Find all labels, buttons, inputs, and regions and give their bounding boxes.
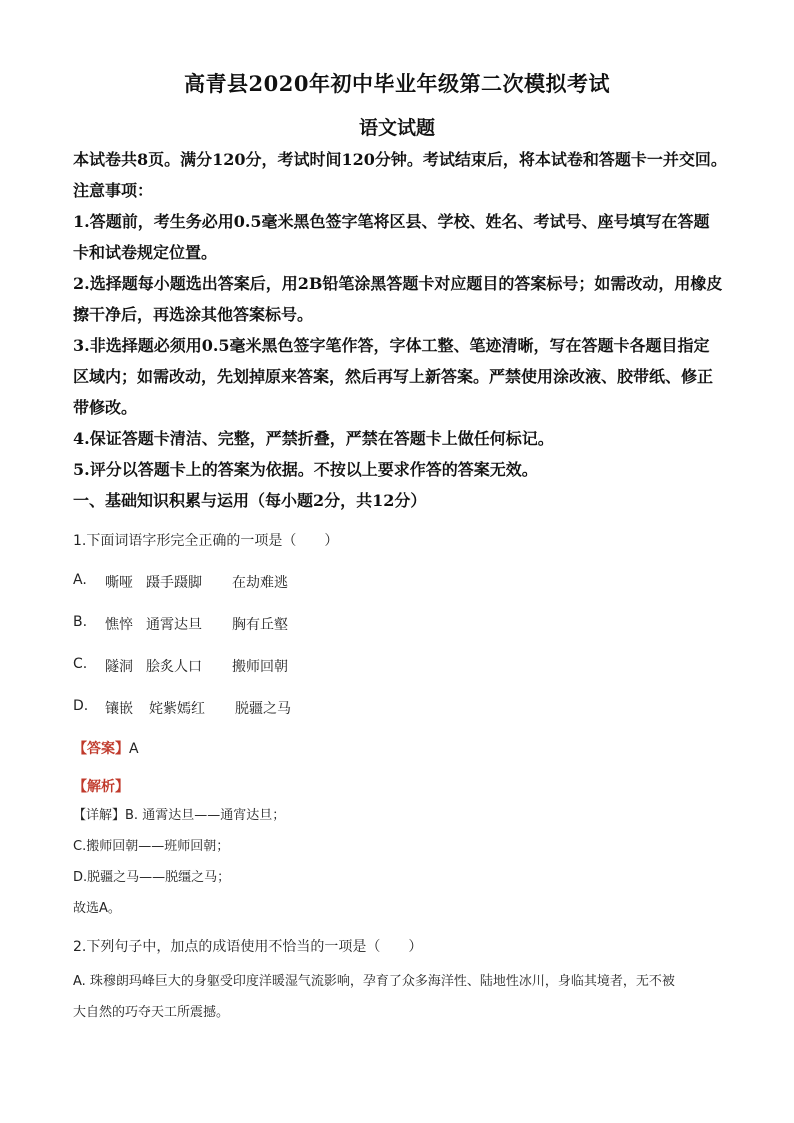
instruction-line: 2.选择题每小题选出答案后，用2B铅笔涂黑答题卡对应题目的答案标号；如需改动，用橡皮 [73,274,723,293]
instructions-block [73,144,733,516]
option-label: C. [73,656,88,672]
detail-line-3: D.脱疆之马——脱缰之马； [73,870,231,885]
instruction-line: 注意事项： [73,181,154,200]
detail-block [73,806,733,930]
q1-option-a [73,572,733,592]
exam-title: 高青县2020年初中毕业年级第二次模拟考试 [184,71,610,96]
q1-option-d [73,698,733,718]
option-word: 镶嵌 [105,701,133,717]
detail-tag: 【详解】 [73,808,126,823]
instruction-line: 本试卷共8页。满分120分，考试时间120分钟。考试结束后，将本试卷和答题卡一并交回。 [73,150,727,169]
instruction-line: 卡和试卷规定位置。 [73,243,218,262]
question-1-stem: 1.下面词语字形完全正确的一项是（ ） [73,533,339,549]
detail-line-1 [73,806,733,837]
instruction-line: 擦干净后，再选涂其他答案标号。 [73,305,314,324]
q2-option-a-line-2: 大自然的巧夺天工所震撼。 [73,1005,230,1020]
q2-option-a-line-1: A. 珠穆朗玛峰巨大的身躯受印度洋暖湿气流影响，孕育了众多海洋性、陆地性冰川，身临其境者，无不被 [73,974,675,989]
option-label: A. [73,572,87,588]
detail-line-2: C.搬师回朝——班师回朝； [73,839,230,854]
exam-subtitle: 语文试题 [358,117,435,139]
analysis-tag: 【解析】 [73,779,129,795]
instruction-line: 区域内；如需改动，先划掉原来答案，然后再写上新答案。严禁使用涂改液、胶带纸、修正 [73,367,714,386]
option-word: 蹑手蹑脚 [146,575,202,591]
option-label: B. [73,614,88,630]
q2-option-a [73,972,733,1023]
question-2-stem: 2.下列句子中，加点的成语使用不恰当的一项是（ ） [73,939,423,955]
instruction-line: 带修改。 [73,398,138,417]
instruction-line: 1.答题前，考生务必用0.5毫米黑色签字笔将区县、学校、姓名、考试号、座号填写在答题 [73,212,710,231]
option-word: 脱疆之马 [235,701,291,717]
option-word: 隧洞 [105,659,133,675]
detail-text: B. 通霄达旦——通宵达旦； [125,808,286,823]
answer-line [73,738,733,758]
option-word: 通霄达旦 [146,617,202,633]
option-label: D. [73,698,89,714]
section-heading: 一、基础知识积累与运用（每小题2分，共12分） [73,491,427,510]
instruction-line: 5.评分以答题卡上的答案为依据。不按以上要求作答的答案无效。 [73,460,538,479]
option-word: 在劫难逃 [232,575,288,591]
option-word: 胸有丘壑 [232,617,288,633]
option-word: 姹紫嫣红 [149,701,205,717]
option-word: 搬师回朝 [232,659,288,675]
answer-tag: 【答案】 [73,741,129,757]
instruction-line: 3.非选择题必须用0.5毫米黑色签字笔作答，字体工整、笔迹清晰，写在答题卡各题目指定 [73,336,710,355]
answer-value: A [129,741,139,757]
analysis-line [73,776,733,796]
option-word: 憔悴 [105,617,133,633]
option-word: 脍炙人口 [146,659,202,675]
option-word: 嘶哑 [105,575,133,591]
instruction-line: 4.保证答题卡清洁、完整，严禁折叠，严禁在答题卡上做任何标记。 [73,429,554,448]
detail-line-4: 故选A。 [73,901,121,916]
q1-option-b [73,614,733,634]
q1-option-c [73,656,733,676]
